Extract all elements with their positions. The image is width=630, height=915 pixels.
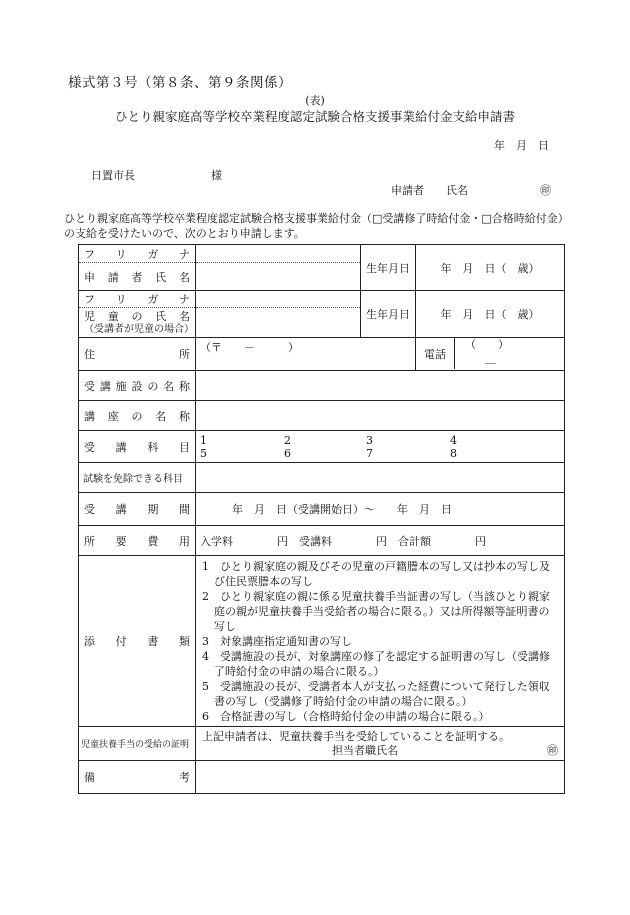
child-birth-label: 生年月日 [361, 291, 416, 338]
postal-code-prefix: （〒 － ） [200, 341, 299, 354]
attachment-item: 5 受講施設の長が、受講者本人が支払った経費について発行した領収書の写し（受講修了時給付金の申請の場合に限る。） [202, 679, 550, 708]
cert-cell [196, 727, 565, 761]
attachments-list [196, 556, 565, 727]
subjects-field[interactable] [196, 431, 565, 463]
applicant-name-label: 氏名 [446, 184, 468, 197]
subject-number: 8 [450, 446, 457, 460]
mayor-name: 日置市長 [91, 169, 135, 182]
subject-number: 3 [366, 433, 373, 447]
exempt-subjects-label: 試験を免除できる科目 [79, 463, 196, 493]
child-birth-field[interactable]: 年 月 日（ 歳） [416, 291, 565, 338]
furigana-field[interactable] [196, 245, 361, 263]
subjects-grid [200, 434, 560, 460]
child-name-cell [79, 308, 196, 338]
furigana-label: フ リ ガ ナ [79, 245, 196, 263]
applicant-label: 申請者 [391, 184, 424, 197]
mayor-honorific: 様 [211, 169, 222, 182]
phone-field[interactable] [455, 338, 564, 369]
birth-field[interactable]: 年 月 日（ 歳） [416, 245, 565, 291]
phone-area-code: （ ） [465, 338, 509, 351]
cost-label: 所 要 費 用 [79, 526, 196, 556]
subject-number: 6 [284, 446, 291, 460]
form-title: ひとり親家庭高等学校卒業程度認定試験合格支援事業給付金支給申請書 [114, 109, 515, 124]
form-number: 様式第３号（第８条、第９条関係） [68, 75, 292, 91]
subject-number: 7 [366, 446, 373, 460]
phone-dash: ＿ [485, 352, 496, 365]
birth-label: 生年月日 [361, 245, 416, 291]
attachment-item: 2 ひとり親家庭の親に係る児童扶養手当証書の写し（当該ひとり親家庭の親が児童扶養手当受給者の場合に限る。）又は所得額等証明書の写し [202, 589, 550, 633]
cert-officer-line [202, 744, 558, 758]
phone-label: 電話 [416, 338, 455, 369]
period-label: 受 講 期 間 [79, 493, 196, 526]
cost-field[interactable]: 入学料 円 受講料 円 合計額 円 [196, 526, 565, 556]
address-label: 住 所 [79, 338, 196, 371]
attachment-item: 3 対象講座指定通知書の写し [202, 634, 352, 648]
cert-text: 上記申請者は、児童扶養手当を受給していることを証明する。 [202, 729, 510, 743]
seal-mark: ㊞ [540, 184, 551, 197]
intro-text: ひとり親家庭高等学校卒業程度認定試験合格支援事業給付金（□受講修了時給付金・□合格時給付金）の支給を受けたいので、次のとおり申請します。 [64, 212, 569, 240]
exempt-subjects-field[interactable] [196, 463, 565, 493]
child-name-note: （受講者が児童の場合） [84, 323, 194, 335]
remarks-field[interactable] [196, 761, 565, 794]
subjects-label: 受 講 科 目 [79, 431, 196, 463]
subject-number: 2 [284, 433, 291, 447]
subject-number: 5 [200, 446, 207, 460]
remarks-label: 備 考 [79, 761, 196, 794]
phone-cell [416, 338, 565, 371]
cert-officer-label: 担当者職氏名 [332, 743, 398, 757]
facility-label: 受講施設の名称 [79, 371, 196, 401]
child-furigana-label: フ リ ガ ナ [79, 291, 196, 308]
facility-field[interactable] [196, 371, 565, 401]
cert-label: 児童扶養手当の受給の証明 [79, 727, 196, 761]
side-label: (表) [305, 94, 325, 107]
attachment-item: 1 ひとり親家庭の親及びその児童の戸籍謄本の写し又は抄本の写し及び住民票謄本の写し [202, 559, 550, 588]
attachments-label: 添 付 書 類 [79, 556, 196, 727]
child-name-label: 児 童 の 氏 名 [84, 309, 190, 323]
cert-seal: ㊞ [547, 743, 558, 757]
subject-number: 1 [200, 433, 207, 447]
address-field[interactable] [196, 338, 416, 371]
date-line: 年 月 日 [494, 139, 549, 152]
course-label: 講 座 の 名 称 [79, 401, 196, 431]
applicant-name-field[interactable] [196, 263, 361, 291]
attachment-item: 4 受講施設の長が、対象講座の修了を認定する証明書の写し（受講修了時給付金の申請の場合に限る。） [202, 649, 550, 678]
application-form-table [78, 244, 565, 794]
course-field[interactable] [196, 401, 565, 431]
child-name-field[interactable] [196, 308, 361, 338]
period-field[interactable]: 年 月 日（受講開始日）～ 年 月 日 [196, 493, 565, 526]
attachment-item: 6 合格証書の写し（合格時給付金の申請の場合に限る。） [202, 709, 490, 723]
subject-number: 4 [450, 433, 457, 447]
applicant-name-row-label: 申 請 者 氏 名 [79, 263, 196, 291]
child-furigana-field[interactable] [196, 291, 361, 308]
